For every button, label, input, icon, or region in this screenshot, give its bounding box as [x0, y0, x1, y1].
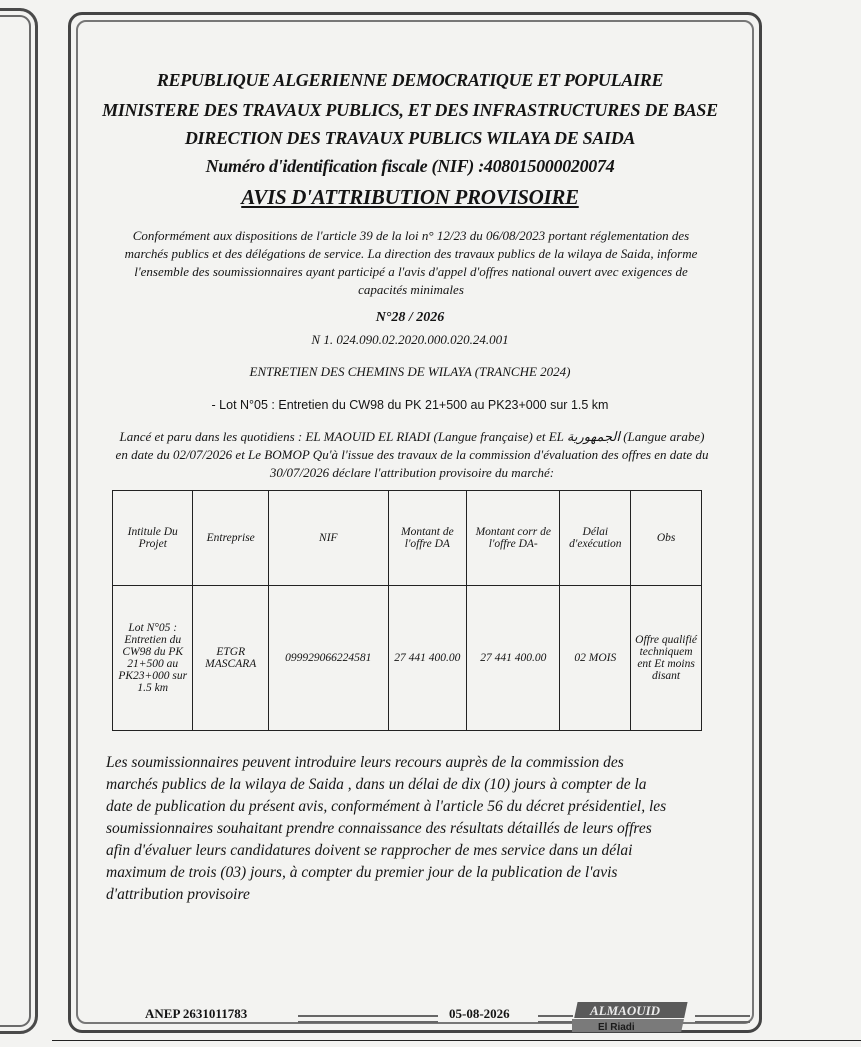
cell-delai: 02 MOIS	[560, 586, 631, 731]
reference-code: N 1. 024.090.02.2020.000.020.24.001	[311, 332, 509, 347]
col-header-montant-corr: Montant corr de l'offre DA-	[467, 491, 560, 586]
lot-description: - Lot N°05 : Entretien du CW98 du PK 21+500 au PK23+000 sur 1.5 km	[211, 398, 609, 412]
col-header-nif: NIF	[268, 491, 388, 586]
publication-date: 05-08-2026	[449, 1006, 510, 1021]
logo-top-text: ALMAOUID	[590, 1003, 661, 1018]
document-title: AVIS D'ATTRIBUTION PROVISOIRE	[241, 185, 579, 209]
col-header-entreprise: Entreprise	[193, 491, 268, 586]
footer-divider	[298, 1015, 438, 1023]
bottom-rule	[52, 1040, 861, 1041]
reference-number: N°28 / 2026	[375, 310, 445, 325]
col-header-delai: Délai d'exécution	[560, 491, 631, 586]
col-header-obs: Obs	[631, 491, 702, 586]
cell-montant: 27 441 400.00	[388, 586, 466, 731]
recourse-paragraph: Les soumissionnaires peuvent introduire leurs recours auprès de la commission des marchés publics de la wilaya de Saida , dans un délai de dix (10) jours à compter de la date de publication du présent avis, conformément à l'article 56 du décret présidentiel, les soumissionnaires souhaitant prendre connaissance des résultats détaillés de leurs offres afin d'évaluer leurs candidatures doivent se rapprocher de mes service dans un délai maximum de trois (03) jours, à compter du premier jour de la publication de l'avis d'attribution provisoire	[106, 754, 667, 903]
project-object: ENTRETIEN DES CHEMINS DE WILAYA (TRANCHE 2024)	[249, 364, 571, 379]
footer-divider	[695, 1015, 750, 1023]
header-nif: Numéro d'identification fiscale (NIF) :408015000020074	[205, 156, 615, 176]
anep-reference: ANEP 2631011783	[145, 1006, 248, 1021]
cell-obs: Offre qualifié techniquem ent Et moins disant	[631, 586, 702, 731]
table-row	[113, 586, 702, 731]
award-table	[112, 490, 702, 731]
header-ministry: MINISTERE DES TRAVAUX PUBLICS, ET DES INFRASTRUCTURES DE BASE	[102, 100, 718, 120]
footer-divider	[538, 1015, 573, 1023]
cell-projet: Lot N°05 : Entretien du CW98 du PK 21+500 au PK23+000 sur 1.5 km	[113, 586, 193, 731]
cell-nif: 099929066224581	[268, 586, 388, 731]
col-header-montant: Montant de l'offre DA	[388, 491, 466, 586]
intro-paragraph: Conformément aux dispositions de l'article 39 de la loi n° 12/23 du 06/08/2023 portant réglementation des marchés publics et des délégations de service. La direction des travaux publics de la wilaya de Saida, informe l'ensemble des soumissionnaires ayant participé a l'avis d'appel d'offres national ouvert avec exigences de capacités minimales	[124, 228, 698, 297]
header-republic: REPUBLIQUE ALGERIENNE DEMOCRATIQUE ET POPULAIRE	[156, 70, 664, 90]
col-header-projet: Intitule Du Projet	[113, 491, 193, 586]
logo-bottom-text: El Riadi	[598, 1022, 635, 1033]
header-direction: DIRECTION DES TRAVAUX PUBLICS WILAYA DE SAIDA	[184, 128, 636, 148]
cell-entreprise: ETGR MASCARA	[193, 586, 268, 731]
cell-montant-corr: 27 441 400.00	[467, 586, 560, 731]
table-header-row	[113, 491, 702, 586]
newspaper-logo	[572, 1000, 694, 1034]
publication-paragraph: Lancé et paru dans les quotidiens : EL MAOUID EL RIADI (Langue française) et EL الجمهورية (Langue arabe) en date du 02/07/2026 et Le BOMOP Qu'à l'issue des travaux de la commission d'évaluation des offres en date du 30/07/2026 déclare l'attribution provisoire du marché:	[115, 429, 709, 480]
left-page-border	[0, 8, 38, 1034]
